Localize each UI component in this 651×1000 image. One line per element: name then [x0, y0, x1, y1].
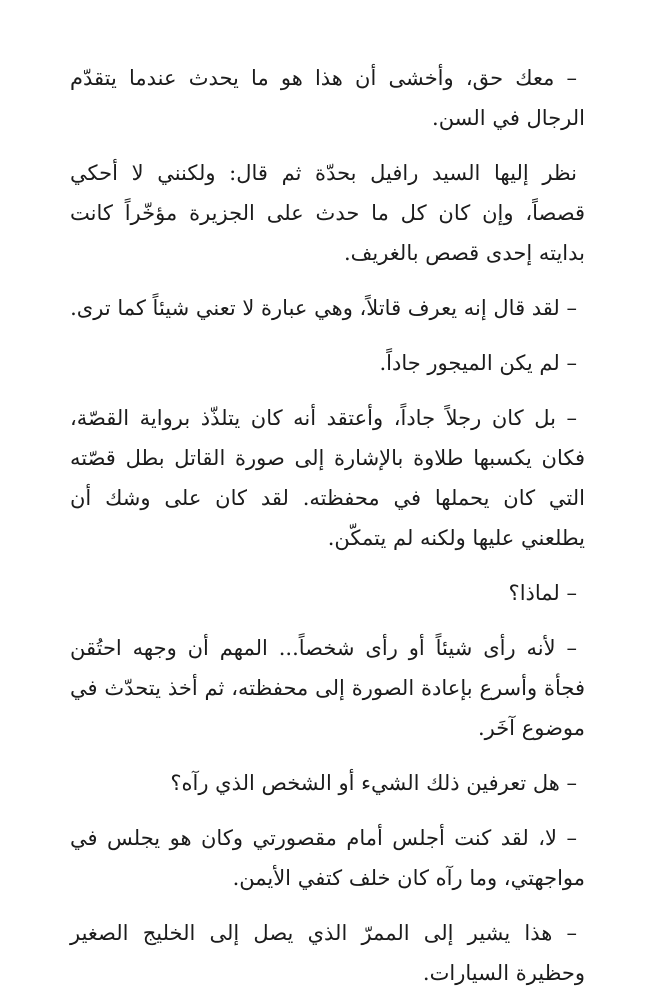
paragraph-4: – لم يكن الميجور جاداً. — [379, 351, 577, 375]
paragraph-5: – بل كان رجلاً جاداً، وأعتقد أنه كان يتلذّذ برواية القصّة، فكان يكسبها طلاوة بالإشارة إلى صورة القاتل بطل قصّته التي كان يحملها في محفظته. لقد كان على وشك أن يطلعني عليها ولكنه لم يتمكّن. — [70, 406, 585, 550]
paragraph-10: – هذا يشير إلى الممرّ الذي يصل إلى الخليج الصغير وحظيرة السيارات. — [70, 921, 585, 985]
paragraph-6: – لماذا؟ — [508, 581, 577, 605]
paragraph-7: – لأنه رأى شيئاً أو رأى شخصاً... المهم أن وجهه احتُقن فجأة وأسرع بإعادة الصورة إلى محفظته، ثم أخذ يتحدّث في موضوع آخَر. — [70, 636, 585, 740]
paragraph-9: – لا، لقد كنت أجلس أمام مقصورتي وكان هو يجلس في مواجهتي، وما رآه كان خلف كتفي الأيمن. — [70, 826, 585, 890]
paragraph-1: – معك حق، وأخشى أن هذا هو ما يحدث عندما يتقدّم الرجال في السن. — [70, 66, 585, 130]
paragraph-2: نظر إليها السيد رافيل بحدّة ثم قال: ولكنني لا أحكي قصصاً، وإن كان كل ما حدث على الجزيرة مؤخّراً كانت بدايته إحدى قصص بالغريف. — [70, 161, 585, 265]
paragraph-8: – هل تعرفين ذلك الشيء أو الشخص الذي رآه؟ — [170, 771, 577, 795]
paragraph-3: – لقد قال إنه يعرف قاتلاً، وهي عبارة لا تعني شيئاً كما ترى. — [70, 296, 577, 320]
